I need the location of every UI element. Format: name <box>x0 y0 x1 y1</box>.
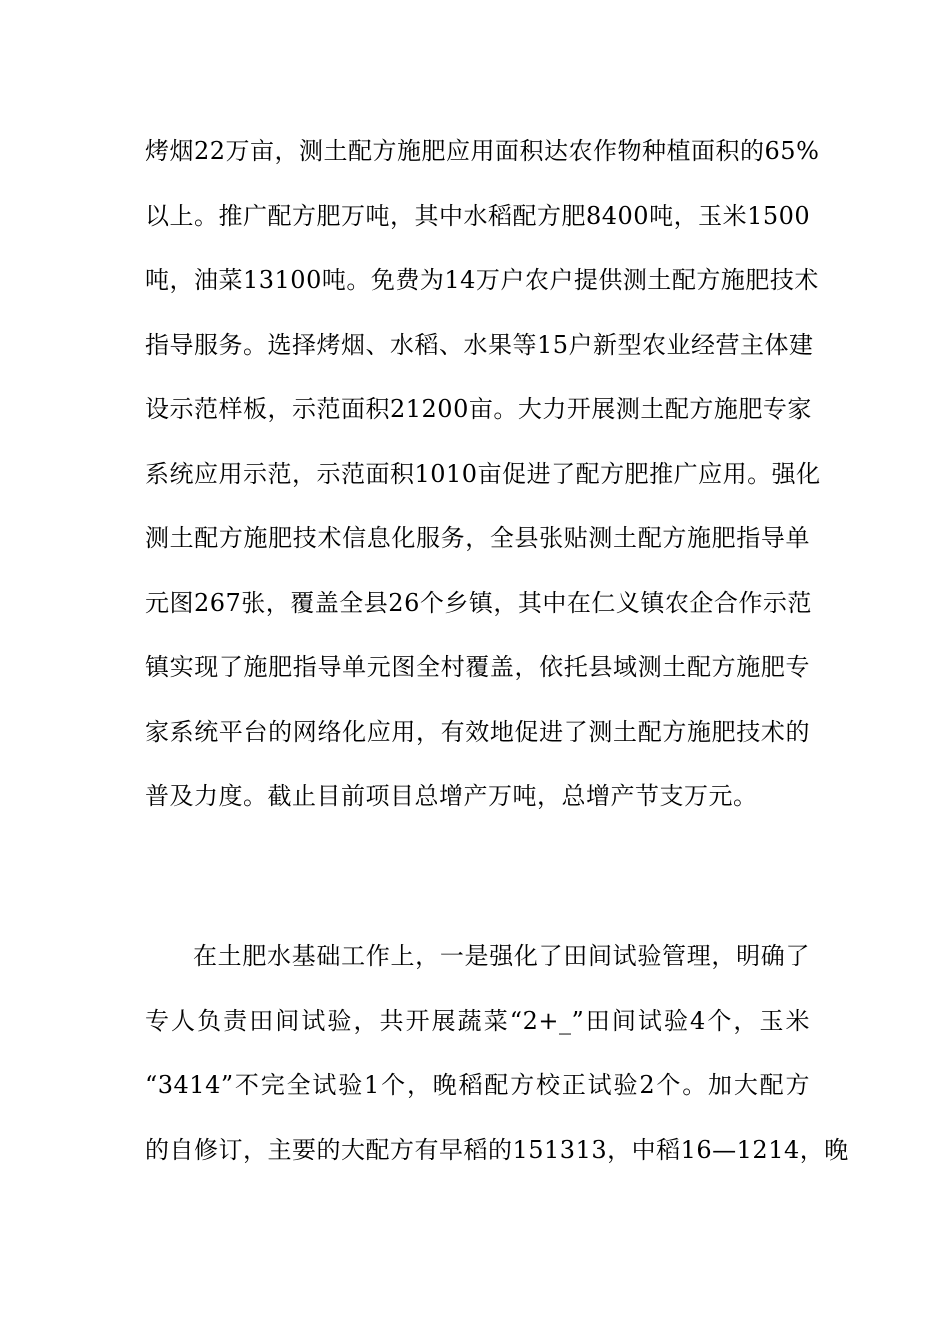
text-line: 系统应用示范，示范面积1010亩促进了配方肥推广应用。强化 <box>145 459 821 488</box>
text-line: 设示范样板，示范面积21200亩。大力开展测土配方施肥专家 <box>145 395 812 423</box>
text-line: 以上。推广配方肥万吨，其中水稻配方肥8400吨，玉米1500 <box>145 201 811 230</box>
text-line: 普及力度。截止目前项目总增产万吨，总增产节支万元。 <box>145 782 758 810</box>
text-line: 元图267张，覆盖全县26个乡镇，其中在仁义镇农企合作示范 <box>145 588 812 617</box>
text-line: 烤烟22万亩，测土配方施肥应用面积达农作物种植面积的65% <box>145 137 820 165</box>
paragraph-1 <box>145 119 821 829</box>
text-line: 吨，油菜13100吨。免费为14万户农户提供测土配方施肥技术 <box>145 266 819 294</box>
text-line: 指导服务。选择烤烟、水稻、水果等15户新型农业经营主体建 <box>145 330 814 359</box>
text-line: 的自修订，主要的大配方有早稻的151313，中稻16—1214，晚 <box>145 1135 849 1164</box>
text-line: “3414”不完全试验1个，晚稻配方校正试验2个。加大配方 <box>145 1071 810 1099</box>
text-line: 在土肥水基础工作上，一是强化了田间试验管理，明确了 <box>193 942 810 970</box>
text-line: 专人负责田间试验，共开展蔬菜“2+_”田间试验4个，玉米 <box>145 1006 810 1035</box>
paragraph-2 <box>145 924 849 1182</box>
text-line: 家系统平台的网络化应用，有效地促进了测土配方施肥技术的 <box>145 717 810 746</box>
text-line: 镇实现了施肥指导单元图全村覆盖，依托县域测土配方施肥专 <box>145 653 810 681</box>
text-line: 测土配方施肥技术信息化服务，全县张贴测土配方施肥指导单 <box>145 524 810 552</box>
